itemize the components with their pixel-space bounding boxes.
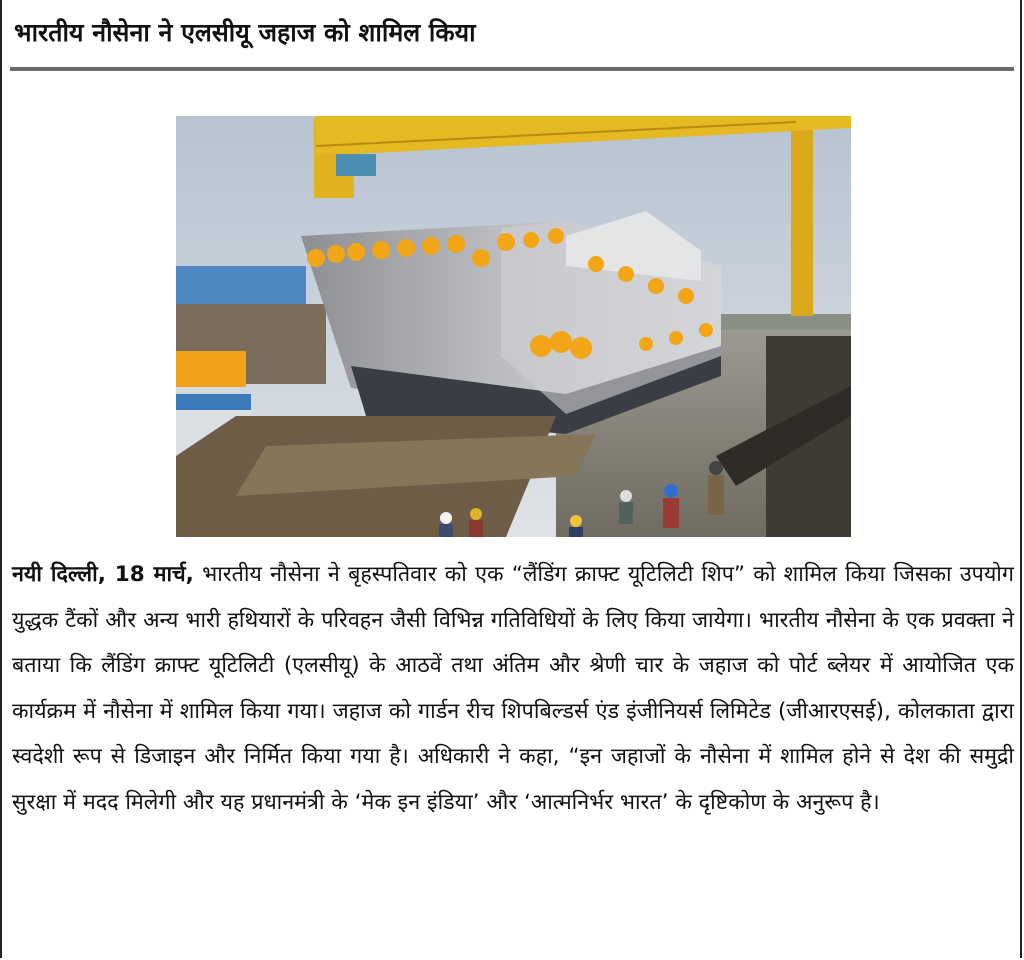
article-text: भारतीय नौसेना ने बृहस्पतिवार को एक “लैंडिंग क्राफ्ट यूटिलिटी शिप” को शामिल किया जिसका उपयोग युद्धक टैंकों और अन्य भारी हथियारों के परिवहन जैसी विभिन्न गतिविधियों के लिए किया जायेगा। भारतीय नौसेना के एक प्रवक्ता ने बताया कि लैंडिंग क्राफ्ट यूटिलिटी (एलसीयू) के आठवें तथा अंतिम और श्रेणी चार के जहाज को पोर्ट ब्लेयर में आयोजित एक कार्यक्रम में नौसेना में शामिल किया गया। जहाज को गार्डन रीच शिपबिल्डर्स एंड इंजीनियर्स लिमिटेड (जीआरएसई), कोलकाता द्वारा स्वदेशी रूप से डिजाइन और निर्मित किया गया है। अधिकारी ने कहा, “इन जहाजों के नौसेना में शामिल होने से देश की समुद्री सुरक्षा में मदद मिलेगी और यह प्रधानमंत्री के ‘मेक इन इंडिया’ और ‘आत्मनिर्भर भारत’ के दृष्टिकोण के अनुरूप है। xyxy=(12,562,1014,815)
article-body xyxy=(12,552,1014,826)
ship-launch-photo xyxy=(176,116,851,537)
headline-divider xyxy=(10,67,1014,71)
headline: भारतीय नौसेना ने एलसीयू जहाज को शामिल किया xyxy=(14,18,476,47)
dateline: नयी दिल्ली, 18 मार्च, xyxy=(12,562,194,587)
